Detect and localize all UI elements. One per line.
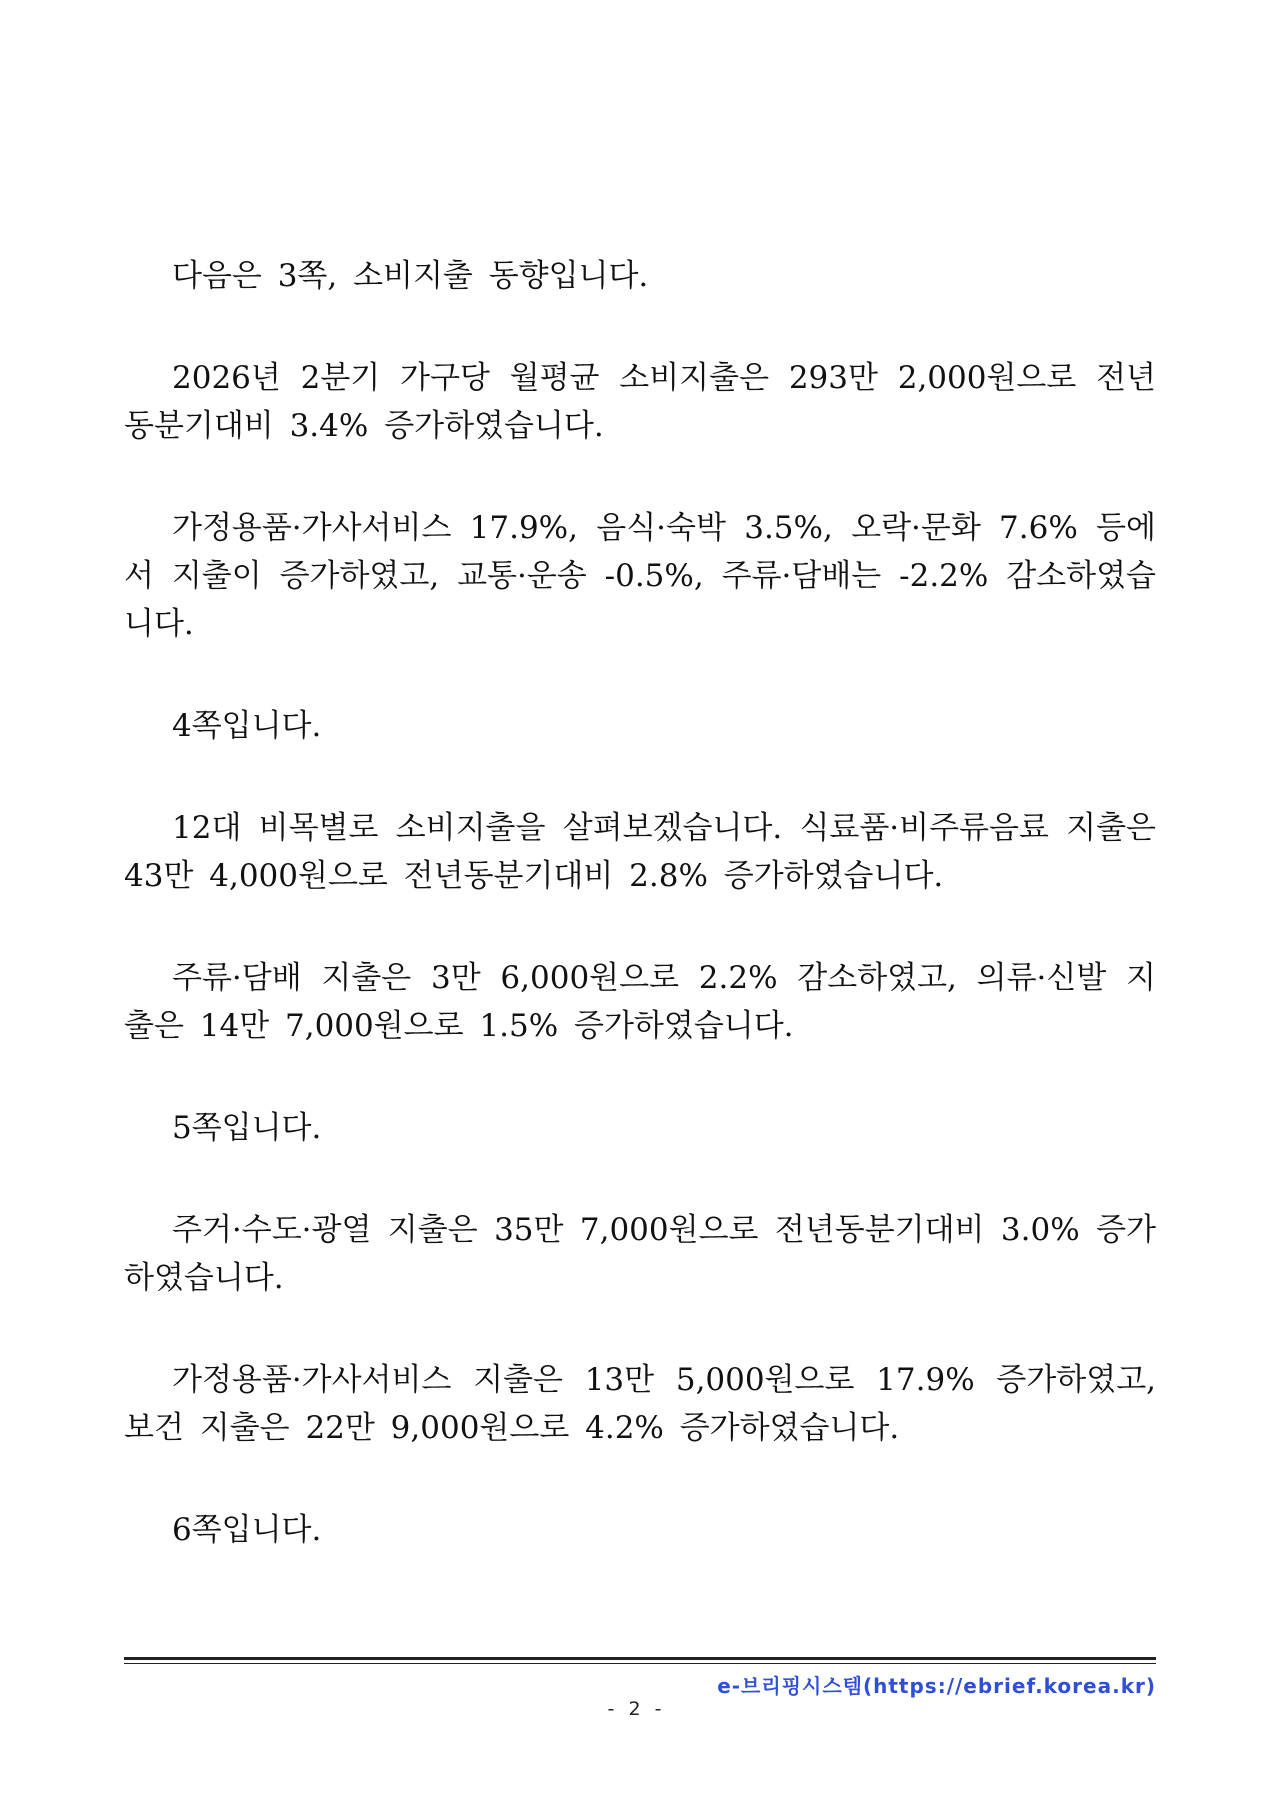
paragraph-page4-marker: 4쪽입니다. — [172, 708, 322, 744]
footer-divider-thick — [124, 1657, 1156, 1660]
paragraph-alcohol-clothing: 주류·담배 지출은 3만 6,000원으로 2.2% 감소하였고, 의류·신발 지출은 14만 7,000원으로 1.5% 증가하였습니다. — [124, 960, 1156, 1044]
paragraph-housing-spending: 주거·수도·광열 지출은 35만 7,000원으로 전년동분기대비 3.0% 증가하였습니다. — [124, 1212, 1156, 1296]
document-body — [124, 252, 1156, 1608]
paragraph-food-spending: 12대 비목별로 소비지출을 살펴보겠습니다. 식료품·비주류음료 지출은 43만 4,000원으로 전년동분기대비 2.8% 증가하였습니다. — [124, 810, 1156, 894]
footer-divider-thin — [124, 1663, 1156, 1664]
page-number: - 2 - — [607, 1698, 666, 1720]
paragraph-household-health: 가정용품·가사서비스 지출은 13만 5,000원으로 17.9% 증가하였고, 보건 지출은 22만 9,000원으로 4.2% 증가하였습니다. — [124, 1362, 1156, 1446]
paragraph-page6-marker: 6쪽입니다. — [172, 1512, 322, 1548]
ebrief-footer-link[interactable]: e-브리핑시스템(https://ebrief.korea.kr) — [717, 1674, 1156, 1698]
paragraph-total-spending: 2026년 2분기 가구당 월평균 소비지출은 293만 2,000원으로 전년동분기대비 3.4% 증가하였습니다. — [124, 360, 1156, 444]
paragraph-page5-marker: 5쪽입니다. — [172, 1110, 322, 1146]
paragraph-page3-intro: 다음은 3쪽, 소비지출 동향입니다. — [172, 258, 649, 294]
paragraph-spending-changes: 가정용품·가사서비스 17.9%, 음식·숙박 3.5%, 오락·문화 7.6% 등에서 지출이 증가하였고, 교통·운송 -0.5%, 주류·담배는 -2.2% 감소하였습니다. — [124, 510, 1156, 642]
